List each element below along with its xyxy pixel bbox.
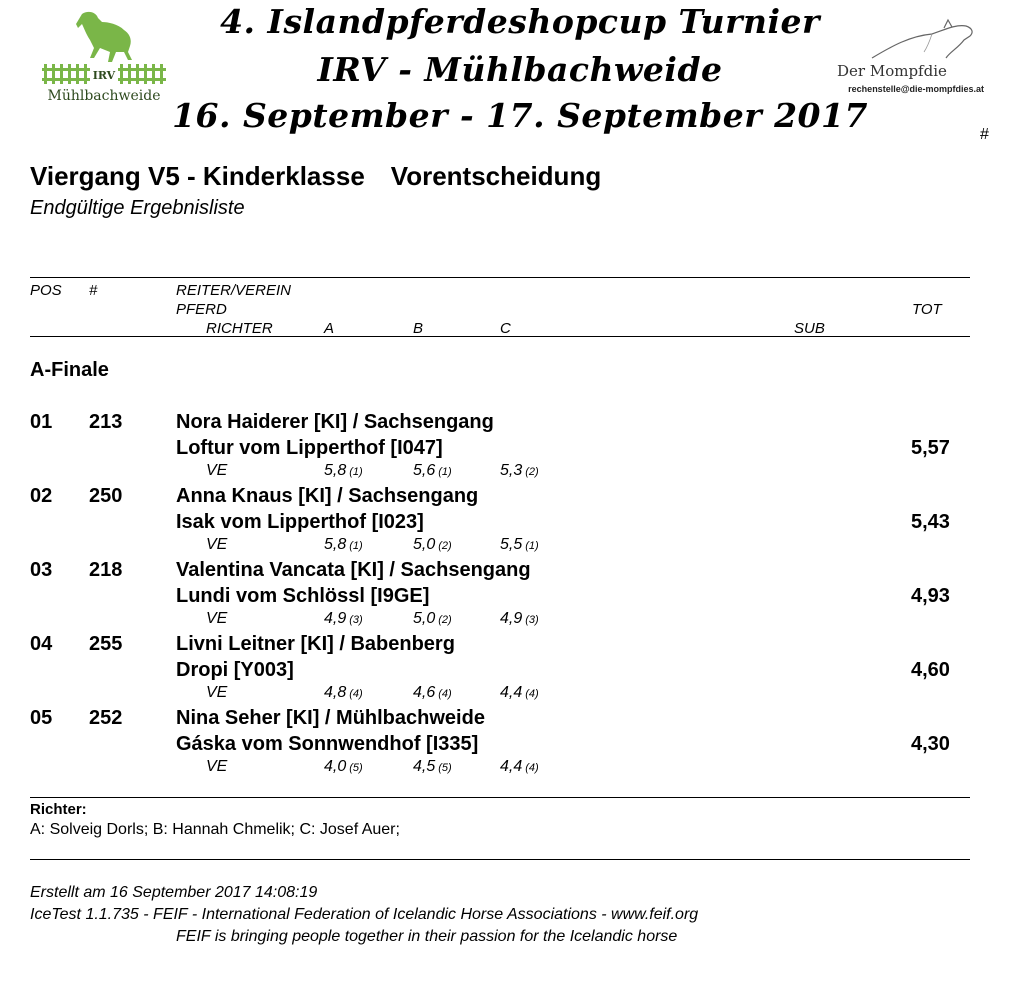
entry-mark-c: 5,5 (1) [500,536,539,553]
software-credit: IceTest 1.1.735 - FEIF - International Federation of Icelandic Horse Associations - www.feif.org [30,906,699,923]
hash-mark: # [980,126,989,143]
entry-pos: 01 [30,411,53,433]
result-entry [0,633,1030,707]
entry-mark-b: 5,0 (2) [413,610,452,627]
entry-judge: VE [206,536,228,553]
entry-mark-a: 5,8 (1) [324,462,363,479]
entry-num: 252 [89,707,123,729]
event-subtitle: Endgültige Ergebnisliste [30,197,245,219]
entry-horse: Isak vom Lipperthof [I023] [176,511,424,533]
entry-horse: Loftur vom Lipperthof [I047] [176,437,443,459]
entry-judge: VE [206,758,228,775]
col-pos: POS [30,282,62,299]
created-timestamp: Erstellt am 16 September 2017 14:08:19 [30,884,318,901]
entry-judge: VE [206,610,228,627]
event-title [30,161,601,192]
entry-pos: 05 [30,707,53,729]
judges-rule [30,797,970,798]
class-name: Viergang V5 - Kinderklasse [30,161,365,191]
entry-num: 213 [89,411,123,433]
entry-pos: 03 [30,559,53,581]
col-tot: TOT [912,301,942,318]
tournament-dates: 16. September - 17. September 2017 [172,96,868,135]
entry-horse: Dropi [Y003] [176,659,294,681]
entry-rider: Nina Seher [KI] / Mühlbachweide [176,707,485,729]
entry-total: 4,30 [911,733,950,755]
entry-total: 5,43 [911,511,950,533]
entry-horse: Gáska vom Sonnwendhof [I335] [176,733,479,755]
footer-rule [30,859,970,860]
judges-heading: Richter: [30,801,87,818]
entry-rider: Livni Leitner [KI] / Babenberg [176,633,455,655]
horse-outline-icon [832,18,982,68]
entry-pos: 02 [30,485,53,507]
result-entry [0,707,1030,781]
result-entry [0,411,1030,485]
entry-mark-a: 5,8 (1) [324,536,363,553]
col-horse: PFERD [176,301,227,318]
col-b: B [413,320,424,337]
col-a: A [324,320,335,337]
logo-badge: IRV [92,69,116,82]
entry-mark-b: 5,0 (2) [413,536,452,553]
entry-rider: Anna Knaus [KI] / Sachsengang [176,485,479,507]
col-judge: RICHTER [206,320,273,337]
entry-rider: Valentina Vancata [KI] / Sachsengang [176,559,531,581]
club-name: Mühlbachweide [47,88,161,104]
entry-total: 5,57 [911,437,950,459]
entry-num: 218 [89,559,123,581]
col-c: C [500,320,511,337]
entry-mark-c: 4,4 (4) [500,758,539,775]
entry-mark-c: 5,3 (2) [500,462,539,479]
entry-mark-a: 4,0 (5) [324,758,363,775]
entry-num: 255 [89,633,123,655]
entry-mark-a: 4,9 (3) [324,610,363,627]
header-rule-top [30,277,970,278]
col-rider: REITER/VEREIN [176,282,292,299]
entry-num: 250 [89,485,123,507]
judges-list: A: Solveig Dorls; B: Hannah Chmelik; C: Josef Auer; [30,821,400,838]
final-label: A-Finale [30,359,109,381]
sponsor-email: rechenstelle@die-mompfdies.at [848,84,984,94]
sponsor-brand: Der Mompfdie [837,62,947,80]
feif-slogan: FEIF is bringing people together in their passion for the Icelandic horse [176,928,678,945]
entry-mark-c: 4,9 (3) [500,610,539,627]
result-entry [0,559,1030,633]
entry-total: 4,93 [911,585,950,607]
entry-mark-b: 5,6 (1) [413,462,452,479]
entry-pos: 04 [30,633,53,655]
round-name: Vorentscheidung [390,161,602,191]
header-rule-bottom [30,336,970,337]
entry-rider: Nora Haiderer [KI] / Sachsengang [176,411,494,433]
entry-horse: Lundi vom Schlössl [I9GE] [176,585,430,607]
entry-judge: VE [206,462,228,479]
entry-total: 4,60 [911,659,950,681]
entry-mark-b: 4,5 (5) [413,758,452,775]
entry-mark-a: 4,8 (4) [324,684,363,701]
col-sub: SUB [794,320,825,337]
tournament-title: 4. Islandpferdeshopcup Turnier [220,2,820,41]
entry-judge: VE [206,684,228,701]
result-entry [0,485,1030,559]
entry-mark-b: 4,6 (4) [413,684,452,701]
tournament-venue: IRV - Mühlbachweide [317,50,723,89]
col-num: # [89,282,98,299]
sponsor-logo [832,18,982,104]
entry-mark-c: 4,4 (4) [500,684,539,701]
